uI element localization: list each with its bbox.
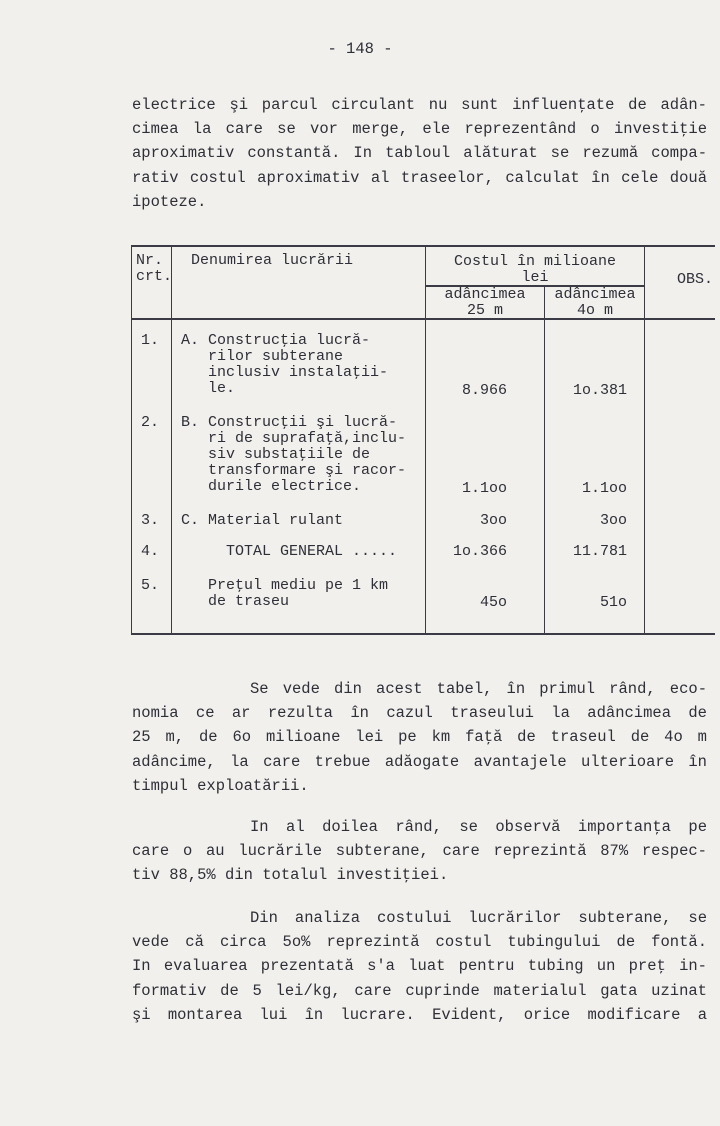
row-denumire: C. Material rulant	[181, 512, 344, 529]
text-line: 25 m, de 6o milioane lei pe km faţă de traseul de 4o m	[132, 728, 707, 747]
header-denumire: Denumirea lucrării	[191, 252, 354, 269]
header-depth-25: adâncimea 25 m	[444, 286, 526, 319]
row-value-40m: 51o	[599, 594, 627, 611]
text-line: electrice şi parcul circulant nu sunt influenţate de adân-	[132, 96, 707, 114]
text-line: şi montarea lui în lucrare. Evident, orice modificare a	[132, 1005, 707, 1024]
table-rule	[644, 245, 645, 635]
table-rule	[131, 633, 715, 635]
intro-paragraph	[132, 93, 707, 214]
row-denumire: A. Construcţia lucră- rilor subterane inclusiv instalaţii- le.	[181, 332, 389, 397]
row-value-25m: 3oo	[479, 512, 507, 529]
header-cost: Costul în milioane lei	[453, 253, 617, 286]
text-line: formativ de 5 lei/kg, care cuprinde materialul gata uzinat	[132, 981, 707, 1000]
text-line: Din analiza costului lucrărilor subterane, se	[250, 909, 707, 927]
row-nr: 1.	[141, 332, 160, 349]
row-denumire-total: TOTAL GENERAL .....	[181, 543, 398, 560]
text-line: Se vede din acest tabel, în primul rând, eco-	[250, 680, 707, 698]
total-value-25m: 1o.366	[452, 543, 507, 560]
text-line: tiv 88,5% din totalul investiţiei.	[132, 866, 449, 885]
text-line: timpul exploatării.	[132, 776, 309, 795]
table-rule	[544, 285, 545, 635]
row-value-40m: 1.1oo	[581, 480, 627, 497]
text-line: adâncime, la care trebue adăogate avantajele ulterioare în	[132, 752, 707, 771]
header-nr: Nr. crt.	[136, 252, 173, 285]
text-line: nomia ce ar rezulta în cazul traseului la adâncimea de	[132, 704, 707, 723]
text-line: rativ costul aproximativ al traseelor, calculat în cele două	[132, 168, 707, 187]
text-line: In al doilea rând, se observă importanţa pe	[250, 818, 707, 836]
page-number: - 148 -	[327, 40, 393, 58]
row-nr: 3.	[141, 512, 160, 529]
text-line: aproximativ constantă. In tabloul alăturat se rezumă compa-	[132, 144, 707, 163]
row-nr: 5.	[141, 577, 160, 594]
paragraph-importance	[132, 815, 707, 888]
header-obs: OBS.	[676, 271, 713, 288]
row-denumire: B. Construcţii şi lucră- ri de suprafaţă,inclu- siv substaţiile de transformare şi racor- durile electrice.	[181, 414, 407, 495]
paragraph-analysis	[132, 906, 707, 1027]
text-line: care o au lucrările subterane, care reprezintă 87% respec-	[132, 842, 707, 861]
cost-table	[131, 245, 715, 635]
header-depth-40: adâncimea 4o m	[554, 286, 636, 319]
text-line: vede că circa 5o% reprezintă costul tubingului de fontă.	[132, 933, 707, 952]
row-value-25m: 1.1oo	[461, 480, 507, 497]
row-nr: 4.	[141, 543, 160, 560]
paragraph-economy	[132, 677, 707, 798]
total-value-40m: 11.781	[572, 543, 627, 560]
row-nr: 2.	[141, 414, 160, 431]
row-value-40m: 1o.381	[572, 382, 627, 399]
text-line: cimea la care se vor merge, ele reprezentând o investiţie	[132, 120, 707, 139]
row-value-25m: 8.966	[461, 382, 507, 399]
text-line: ipoteze.	[132, 192, 207, 211]
row-value-40m: 3oo	[599, 512, 627, 529]
row-denumire: Preţul mediu pe 1 km de traseu	[208, 577, 389, 610]
table-rule	[131, 245, 132, 635]
row-value-25m: 45o	[479, 594, 507, 611]
text-line: In evaluarea prezentată s'a luat pentru tubing un preţ in-	[132, 957, 707, 976]
table-rule	[131, 245, 715, 247]
table-rule	[171, 245, 172, 635]
